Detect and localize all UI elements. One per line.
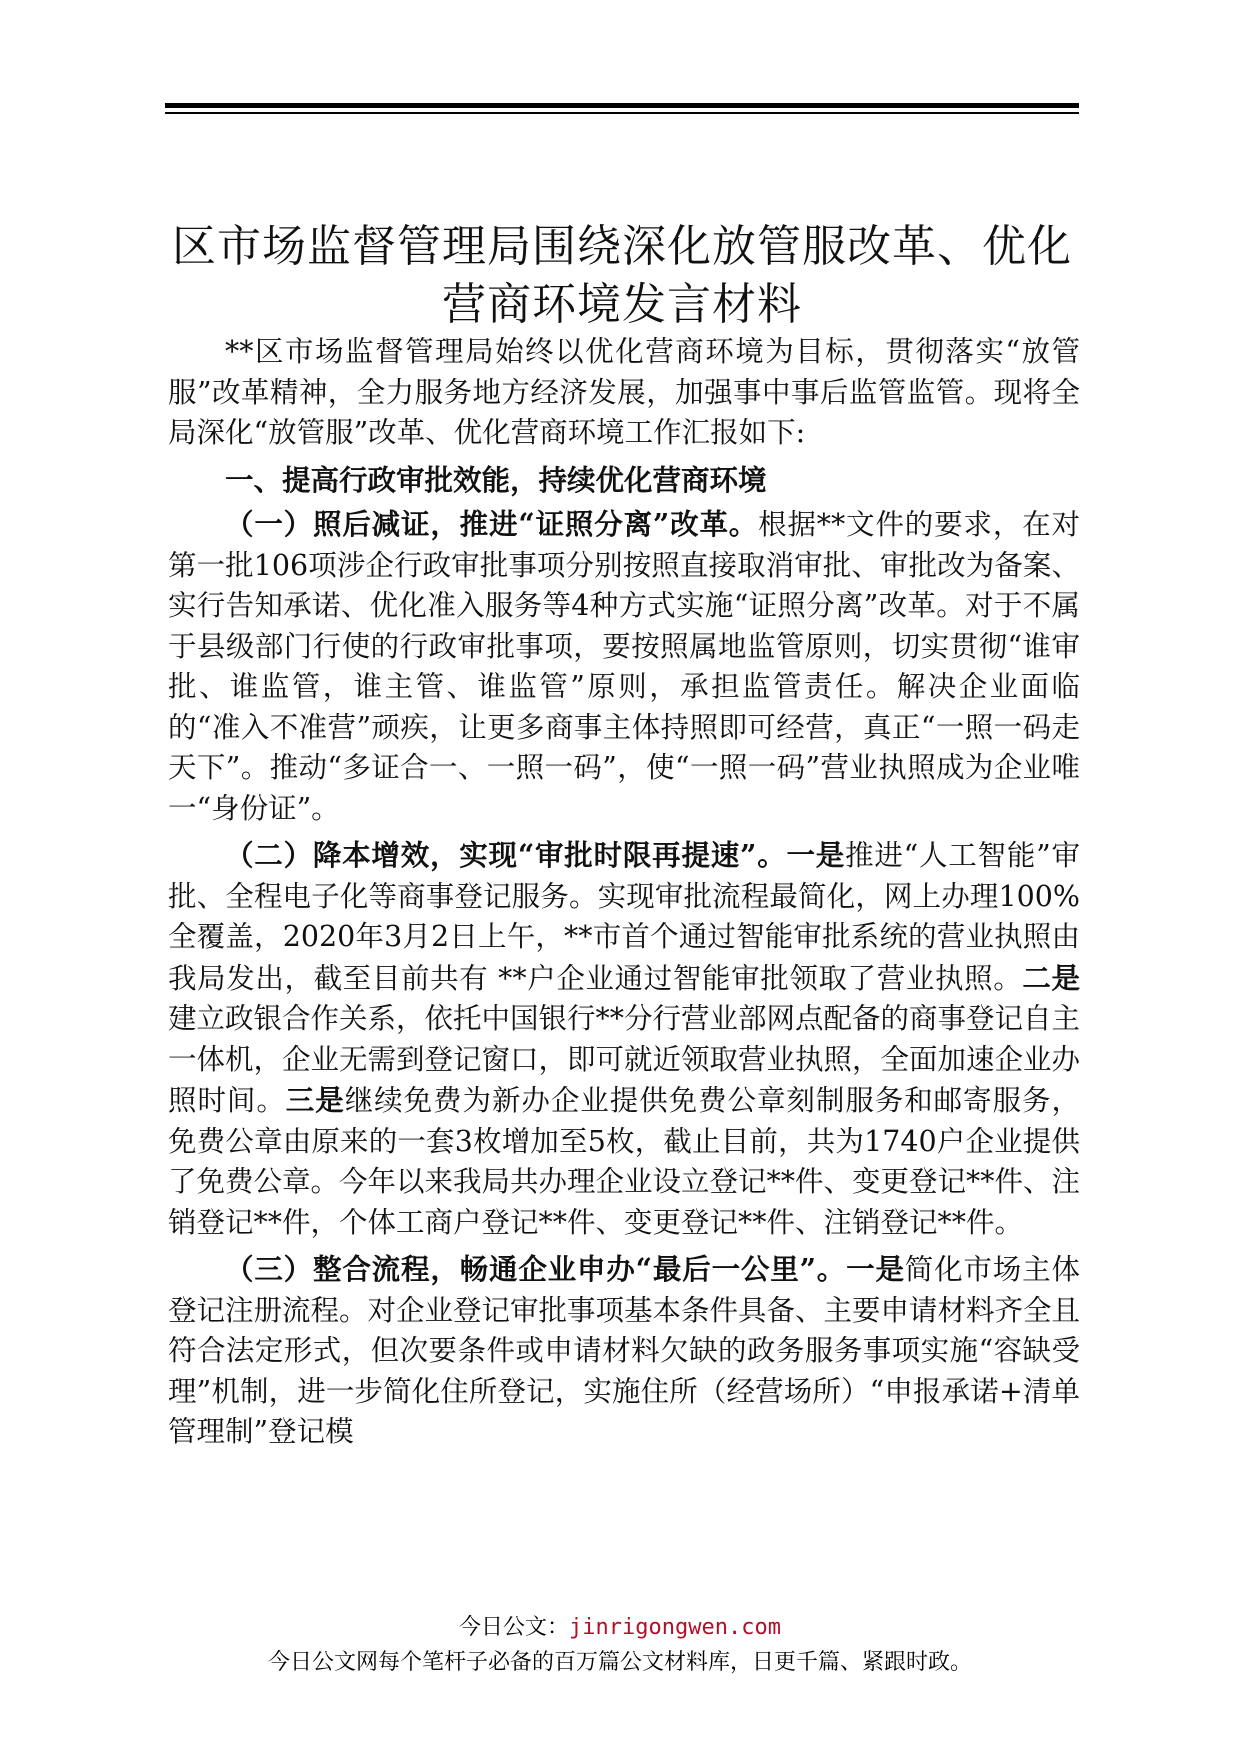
- paragraph-3: [168, 1249, 1080, 1453]
- paragraph-2: [168, 835, 1080, 1243]
- paragraph-1-text: 根据**文件的要求，在对第一批106项涉企行政审批事项分别按照直接取消审批、审批改为备案、实行告知承诺、优化准入服务等4种方式实施“证照分离”改革。对于不属于县级部门行使的行政审批事项，要按照属地监管原则，切实贯彻“谁审批、谁监管，谁主管、谁监管”原则，承担监管责任。解决企业面临的“准入不准营”顽疾，让更多商事主体持照即可经营，真正“一照一码走天下”。推动“多证合一、一照一码”，使“一照一码”营业执照成为企业唯一“身份证”。: [168, 508, 1080, 825]
- footer-site-label: 今日公文：: [459, 1615, 570, 1640]
- paragraph-1-lead: （一）照后减证，推进“证照分离”改革。: [225, 507, 759, 541]
- paragraph-2-point-3-text: 继续免费为新办企业提供免费公章刻制服务和邮寄服务，免费公章由原来的一套3枚增加至5枚，截止目前，共为1740户企业提供了免费公章。今年以来我局共办理企业设立登记**件、变更登记**件、注销登记**件，个体工商户登记**件、变更登记**件、注销登记**件。: [168, 1084, 1081, 1239]
- document-title: 区市场监督管理局围绕深化放管服改革、优化营商环境发言材料: [172, 221, 1072, 330]
- section-heading-1: 一、提高行政审批效能，持续优化营商环境: [225, 462, 767, 497]
- paragraph-2-point-1-text: 推进“人工智能”审批、全程电子化等商事登记服务。实现审批流程最简化，网上办理100%全覆盖，2020年3月2日上午，**市首个通过智能审批系统的营业执照由我局发出，截至目前共有 **户企业通过智能审批领取了营业执照。: [168, 839, 1080, 995]
- footer-slogan: 今日公文网每个笔杆子必备的百万篇公文材料库，日更千篇、紧跟时政。: [267, 1650, 972, 1675]
- intro-paragraph: **区市场监督管理局始终以优化营商环境为目标，贯彻落实“放管服”改革精神，全力服务地方经济发展，加强事中事后监管监管。现将全局深化“放管服”改革、优化营商环境工作汇报如下:: [168, 335, 1080, 449]
- paragraph-3-lead: （三）整合流程，畅通企业申办“最后一公里”。: [225, 1252, 847, 1286]
- paragraph-3-point-1-label: 一是: [846, 1252, 905, 1286]
- paragraph-2-lead: （二）降本增效，实现“审批时限再提速”。: [225, 838, 787, 872]
- paragraph-2-point-2-label: 二是: [1022, 960, 1080, 995]
- document-body: [168, 332, 1080, 1453]
- paragraph-1: [168, 504, 1080, 829]
- paragraph-2-point-1-label: 一是: [786, 838, 846, 872]
- header-rule-thick: [165, 103, 1079, 108]
- footer-site: [0, 1610, 1240, 1641]
- footer-site-link[interactable]: jinrigongwen.com: [569, 1615, 781, 1640]
- paragraph-2-point-2-text: 建立政银合作关系，依托中国银行**分行营业部网点配备的商事登记自主一体机，企业无需到登记窗口，即可就近领取营业执照，全面加速企业办照时间。: [168, 1002, 1081, 1117]
- paragraph-3-point-1-text: 简化市场主体登记注册流程。对企业登记审批事项基本条件具备、主要申请材料齐全且符合法定形式，但次要条件或申请材料欠缺的政务服务事项实施“容缺受理”机制，进一步简化住所登记，实施住所（经营场所）“申报承诺+清单管理制”登记模: [168, 1253, 1081, 1448]
- header-rule-thin: [165, 112, 1079, 114]
- paragraph-2-point-3-label: 三是: [285, 1083, 345, 1117]
